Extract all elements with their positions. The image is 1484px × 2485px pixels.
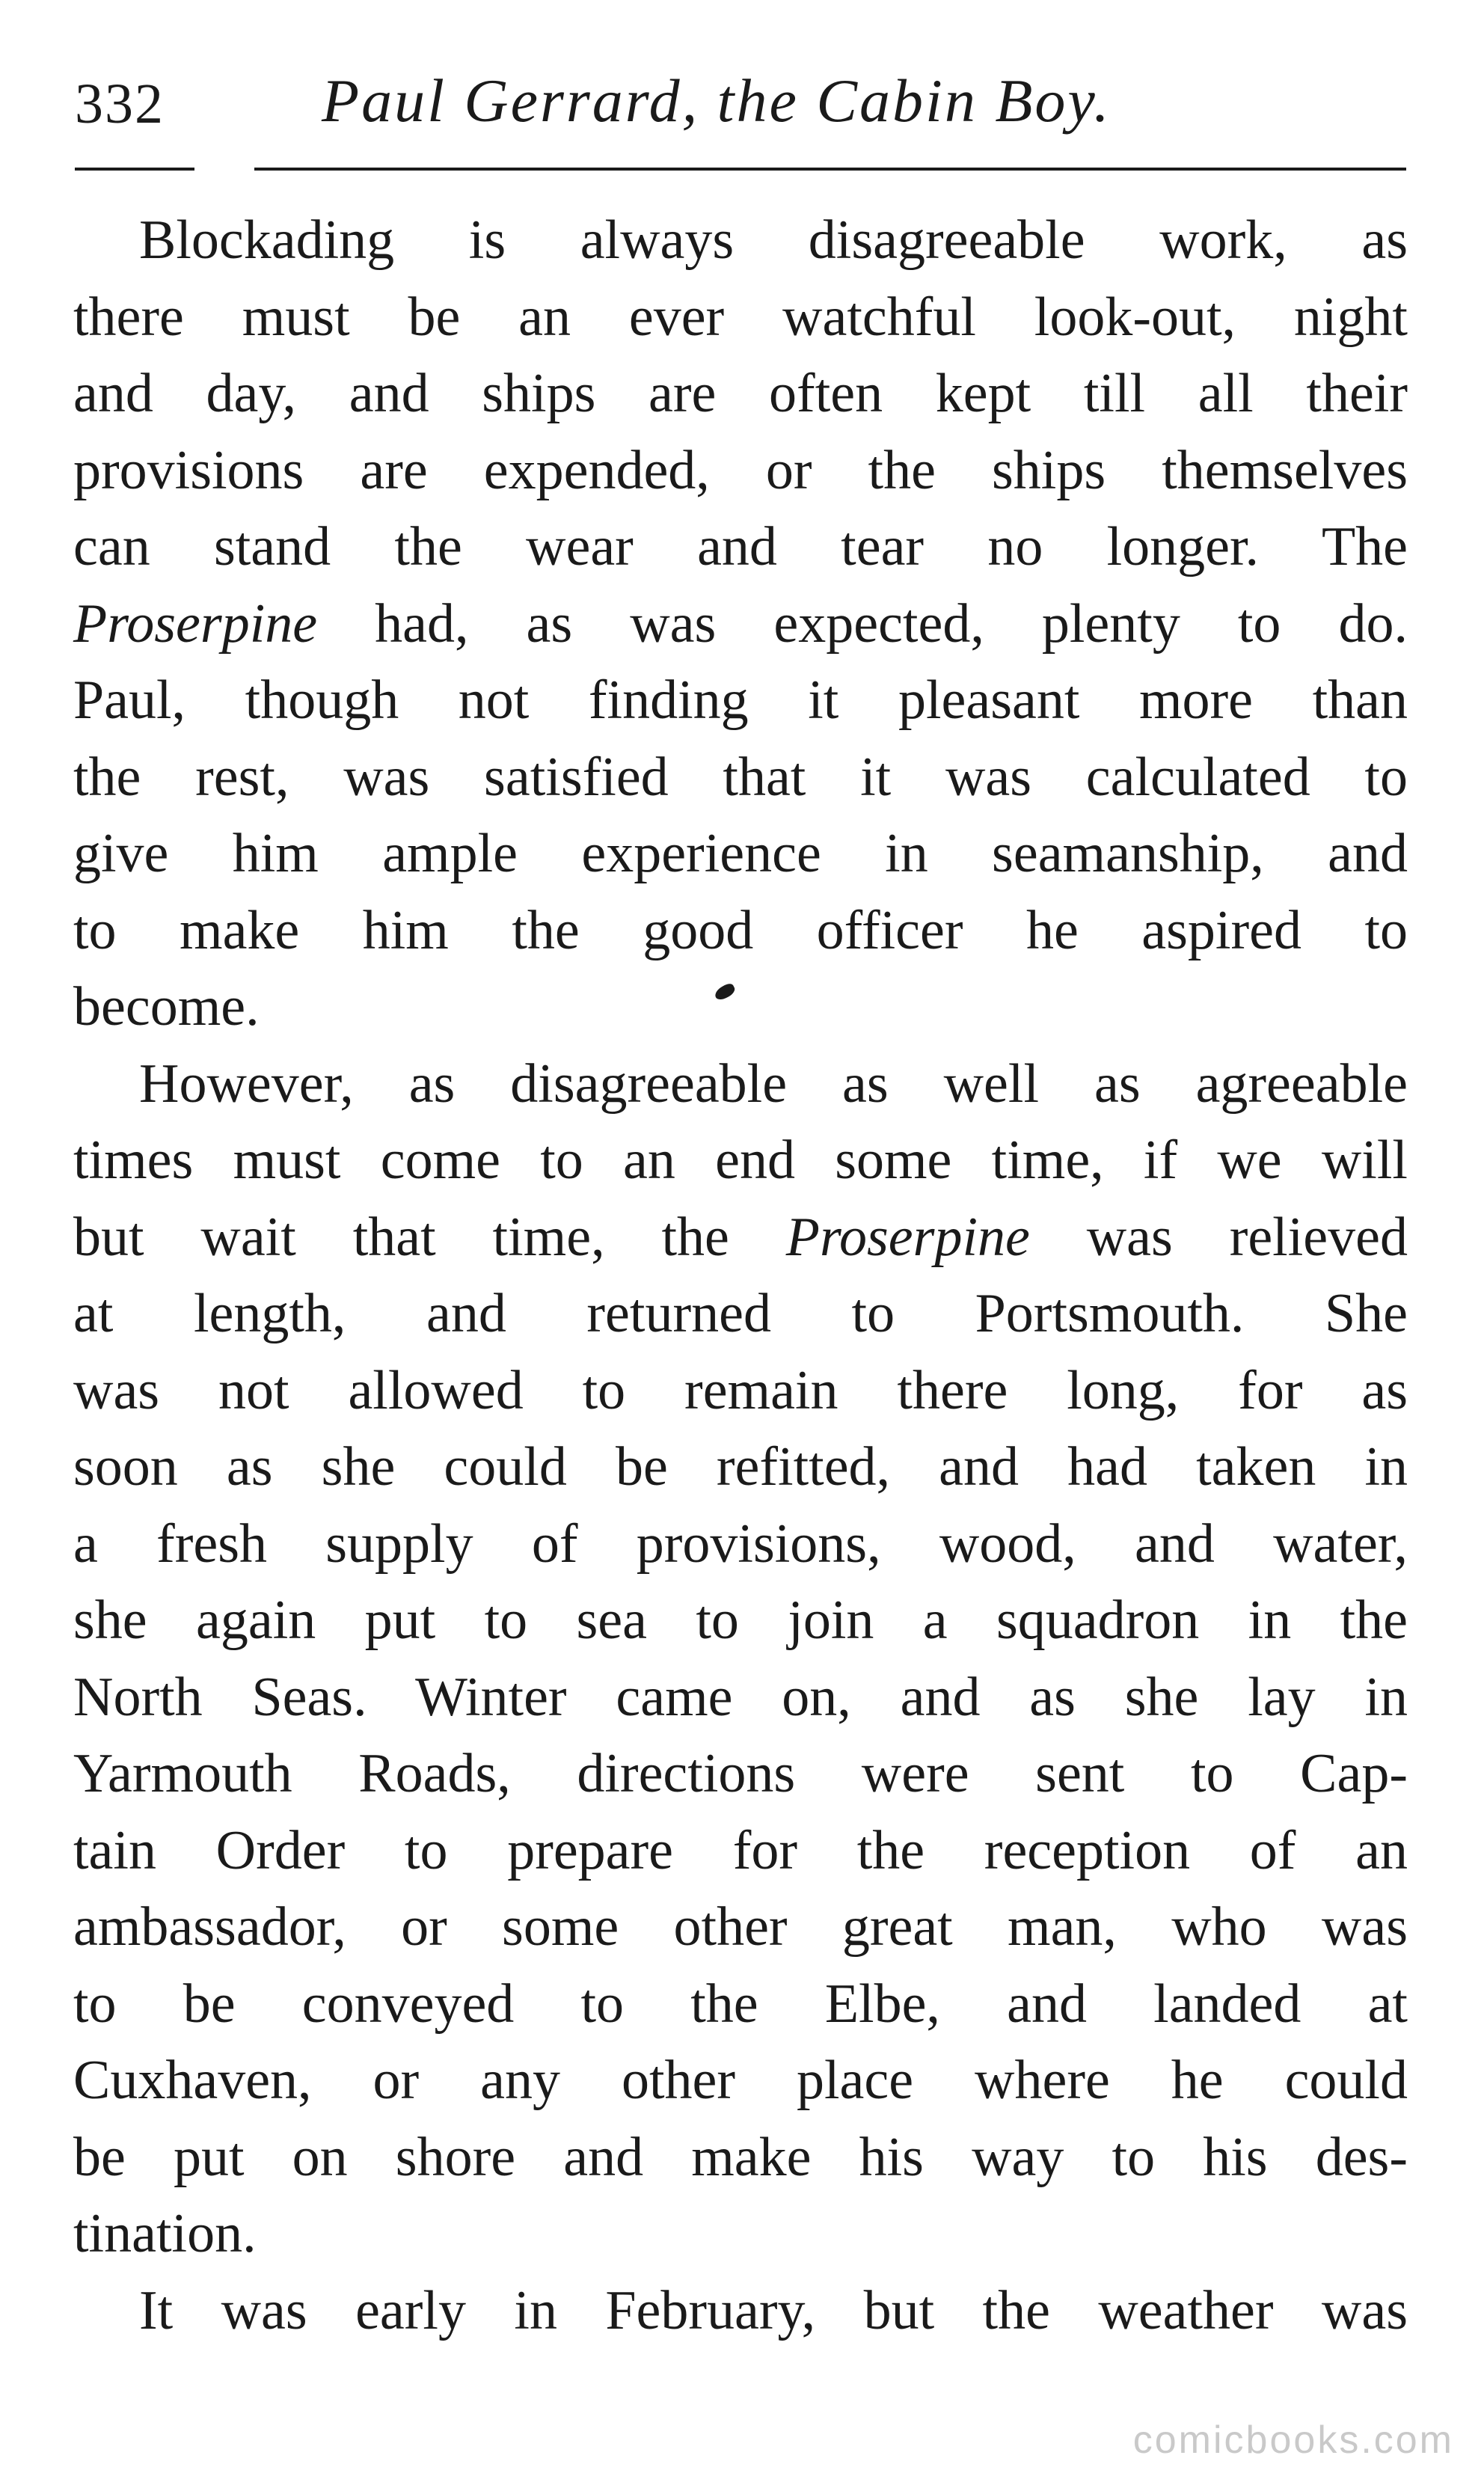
text-line: provisions are expended, or the ships themselves	[73, 439, 1408, 501]
text-line	[73, 1199, 1408, 1276]
text-line: and day, and ships are often kept till all their	[73, 363, 1408, 424]
running-head	[75, 66, 1406, 148]
text-line: to be conveyed to the Elbe, and landed at	[73, 1973, 1408, 2035]
text-fragment: but wait that time, the	[73, 1206, 786, 1268]
text-line	[73, 586, 1408, 663]
ship-name-italic: Proserpine	[73, 592, 318, 655]
text-line: was not allowed to remain there long, for as	[73, 1359, 1408, 1421]
text-line: Paul, though not finding it pleasant more than	[73, 669, 1408, 731]
text-line: Cuxhaven, or any other place where he could	[73, 2050, 1408, 2111]
text-line: become.	[73, 976, 260, 1038]
text-line: there must be an ever watchful look-out, night	[73, 286, 1408, 348]
ship-name-italic: Proserpine	[785, 1206, 1030, 1268]
page-number: 332	[75, 73, 165, 135]
text-line: Yarmouth Roads, directions were sent to Cap-	[73, 1743, 1408, 1804]
text-line: North Seas. Winter came on, and as she lay in	[73, 1666, 1408, 1728]
body-text	[73, 202, 1408, 2349]
text-line: tain Order to prepare for the reception of an	[73, 1819, 1408, 1881]
text-line: tination.	[73, 2203, 257, 2264]
text-line: be put on shore and make his way to his des-	[73, 2126, 1408, 2188]
text-line: at length, and returned to Portsmouth. She	[73, 1283, 1408, 1344]
header-rule-left	[75, 168, 194, 171]
text-line: she again put to sea to join a squadron in the	[73, 1590, 1408, 1651]
text-line: a fresh supply of provisions, wood, and water,	[73, 1513, 1408, 1575]
text-line: the rest, was satisfied that it was calculated to	[73, 746, 1408, 808]
text-line: ambassador, or some other great man, who was	[73, 1896, 1408, 1958]
text-fragment: had, as was expected, plenty to do.	[317, 592, 1408, 655]
running-title: Paul Gerrard, the Cabin Boy.	[322, 67, 1112, 135]
text-line: to make him the good officer he aspired to	[73, 899, 1408, 961]
text-line: soon as she could be refitted, and had taken in	[73, 1436, 1408, 1498]
text-line: can stand the wear and tear no longer. The	[73, 516, 1408, 577]
watermark: comicbooks.com	[1132, 2418, 1454, 2462]
text-line: Blockading is always disagreeable work, as	[139, 209, 1408, 271]
text-line: It was early in February, but the weather was	[139, 2279, 1408, 2341]
text-line: give him ample experience in seamanship, and	[73, 823, 1408, 884]
text-line: However, as disagreeable as well as agreeable	[139, 1052, 1408, 1115]
header-rule-right	[254, 168, 1406, 171]
text-line: times must come to an end some time, if we will	[73, 1130, 1408, 1191]
text-fragment: was relieved	[1029, 1206, 1408, 1268]
